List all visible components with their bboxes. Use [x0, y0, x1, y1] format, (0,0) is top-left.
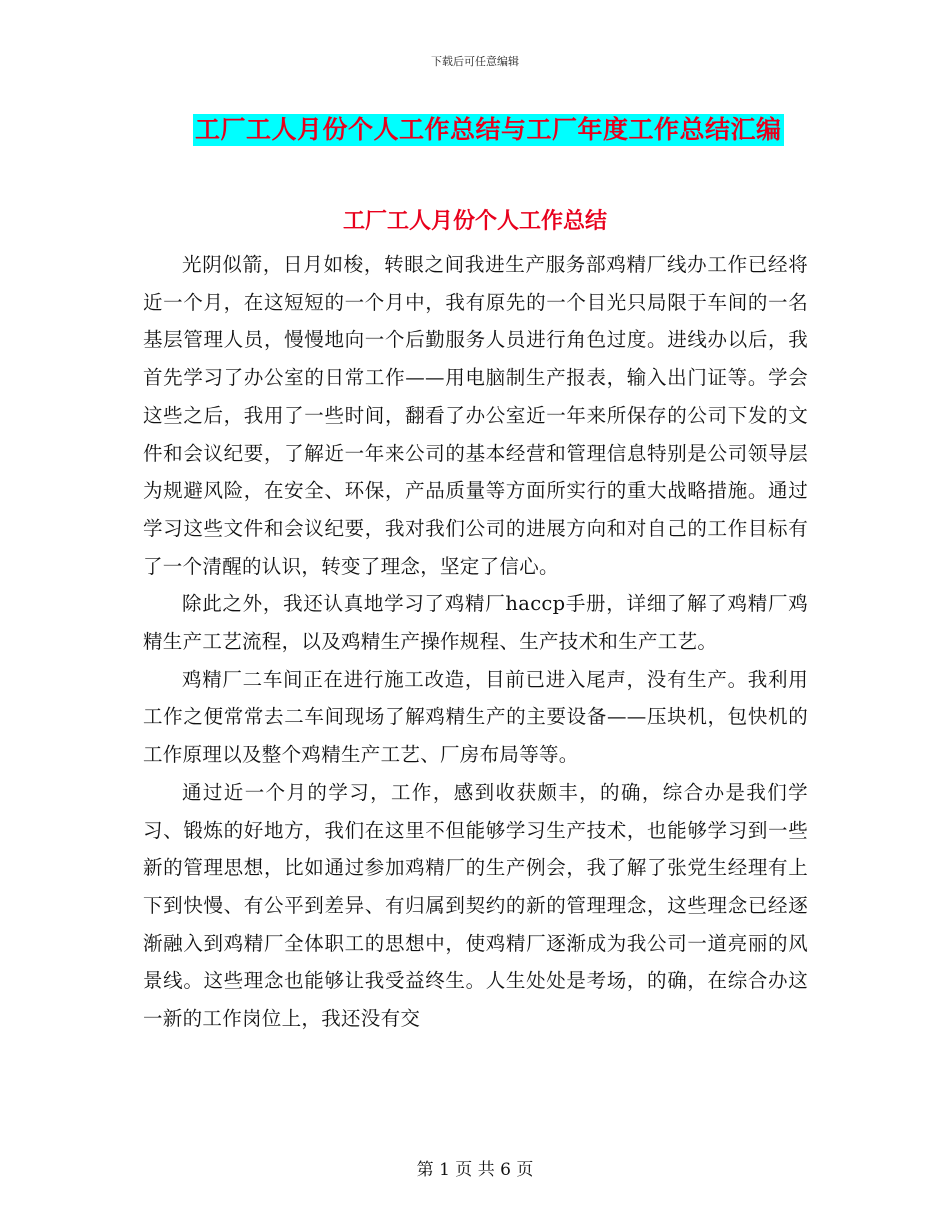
paragraph-4: 通过近一个月的学习，工作，感到收获颇丰，的确，综合办是我们学习、锻炼的好地方，我们在这里不但能够学习生产技术，也能够学习到一些新的管理思想，比如通过参加鸡精厂的生产例会，我了解了张党生经理有上下到快慢、有公平到差异、有归属到契约的新的管理理念，这些理念已经逐渐融入到鸡精厂全体职工的思想中，使鸡精厂逐渐成为我公司一道亮丽的风景线。这些理念也能够让我受益终生。人生处处是考场，的确，在综合办这一新的工作岗位上，我还没有交 [143, 780, 808, 1031]
main-title-container [193, 114, 784, 146]
paragraph-2: 除此之外，我还认真地学习了鸡精厂haccp手册，详细了解了鸡精厂鸡精生产工艺流程，以及鸡精生产操作规程、生产技术和生产工艺。 [143, 592, 808, 654]
download-note: 下载后可任意编辑 [431, 55, 519, 68]
paragraph-3: 鸡精厂二车间正在进行施工改造，目前已进入尾声，没有生产。我利用工作之便常常去二车间现场了解鸡精生产的主要设备——压块机，包快机的工作原理以及整个鸡精生产工艺、厂房布局等等。 [143, 667, 808, 767]
document-body [143, 246, 808, 1038]
paragraph-1: 光阴似箭，日月如梭，转眼之间我进生产服务部鸡精厂线办工作已经将近一个月，在这短短的一个月中，我有原先的一个目光只局限于车间的一名基层管理人员，慢慢地向一个后勤服务人员进行角色过度。进线办以后，我首先学习了办公室的日常工作——用电脑制生产报表，输入出门证等。学会这些之后，我用了一些时间，翻看了办公室近一年来所保存的公司下发的文件和会议纪要，了解近一年来公司的基本经营和管理信息特别是公司领导层为规避风险，在安全、环保，产品质量等方面所实行的重大战略措施。通过学习这些文件和会议纪要，我对我们公司的进展方向和对自己的工作目标有了一个清醒的认识，转变了理念，坚定了信心。 [143, 253, 808, 578]
section-title: 工厂工人月份个人工作总结 [342, 209, 607, 234]
page-number-footer: 第 1 页 共 6 页 [416, 1160, 534, 1180]
document-main-title: 工厂工人月份个人工作总结与工厂年度工作总结汇编 [195, 115, 782, 144]
